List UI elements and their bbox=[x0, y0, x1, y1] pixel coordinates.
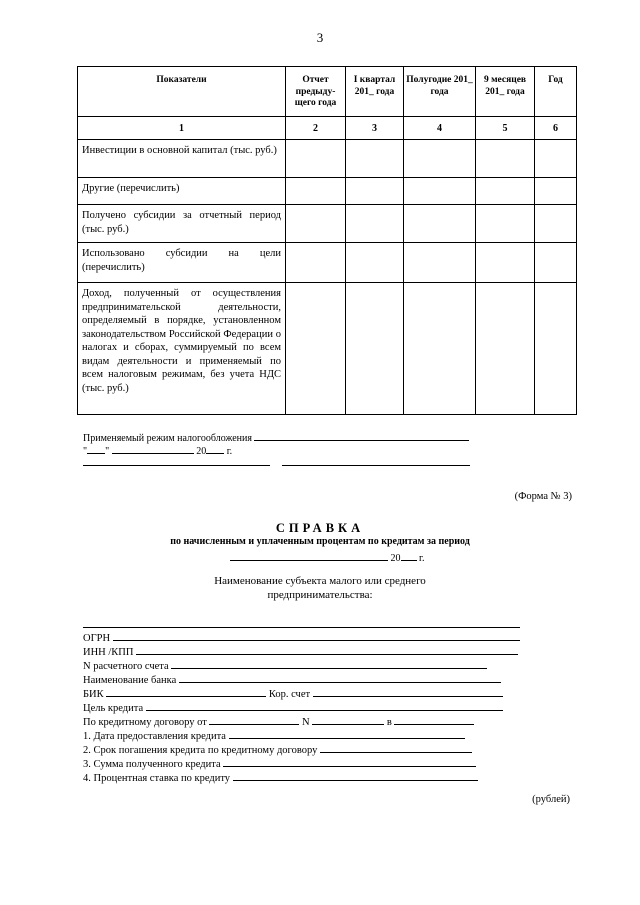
bank-field: Наименование банка bbox=[83, 672, 501, 687]
col-number: 6 bbox=[535, 117, 577, 140]
col-number: 5 bbox=[476, 117, 535, 140]
tax-regime-label: Применяемый режим налогообложения bbox=[83, 433, 252, 444]
row-label: Использовано субсидии на цели (перечислить) bbox=[78, 243, 286, 283]
header-q1: I квартал 201_ года bbox=[346, 67, 404, 117]
loan-amount-field: 3. Сумма полученного кредита bbox=[83, 756, 476, 771]
inn-field: ИНН /КПП bbox=[83, 644, 518, 659]
signature-line bbox=[83, 465, 270, 466]
table-row bbox=[78, 243, 577, 283]
row-label: Получено субсидии за отчетный период (тыс. руб.) bbox=[78, 205, 286, 243]
subtitle: по начисленным и уплаченным процентам по кредитам за период bbox=[170, 536, 470, 547]
table-row bbox=[78, 205, 577, 243]
date-month-blank bbox=[112, 443, 194, 454]
page-number: 3 bbox=[316, 30, 324, 45]
account-field: N расчетного счета bbox=[83, 658, 487, 673]
purpose-field: Цель кредита bbox=[83, 700, 503, 715]
date-line: " " 20 г. bbox=[83, 443, 232, 458]
col-number: 2 bbox=[286, 117, 346, 140]
row-label: Инвестиции в основной капитал (тыс. руб.) bbox=[78, 140, 286, 178]
contract-field: По кредитному договору от N в bbox=[83, 714, 474, 729]
header-indicators: Показатели bbox=[78, 67, 286, 117]
col-number: 3 bbox=[346, 117, 404, 140]
col-number: 1 bbox=[78, 117, 286, 140]
form-number: (Форма № 3) bbox=[514, 491, 572, 502]
interest-rate-field: 4. Процентная ставка по кредиту bbox=[83, 770, 478, 785]
period-line: 20 г. bbox=[230, 550, 424, 565]
header-prev-year: Отчет предыду-щего года bbox=[286, 67, 346, 117]
table-row bbox=[78, 283, 577, 415]
row-label: Другие (перечислить) bbox=[78, 178, 286, 205]
ogrn-field: ОГРН bbox=[83, 630, 520, 645]
table-number-row bbox=[78, 117, 577, 140]
header-half-year: Полугодие 201_ года bbox=[404, 67, 476, 117]
table-row bbox=[78, 140, 577, 178]
page-title: СПРАВКА bbox=[275, 521, 365, 535]
table-row bbox=[78, 178, 577, 205]
entity-name-line bbox=[83, 627, 520, 628]
header-9-months: 9 месяцев 201_ года bbox=[476, 67, 535, 117]
rubles-note: (рублей) bbox=[532, 794, 570, 805]
col-number: 4 bbox=[404, 117, 476, 140]
table-header-row bbox=[78, 67, 577, 117]
loan-term-field: 2. Срок погашения кредита по кредитному договору bbox=[83, 742, 472, 757]
header-year: Год bbox=[535, 67, 577, 117]
period-blank bbox=[230, 550, 388, 561]
loan-date-field: 1. Дата предоставления кредита bbox=[83, 728, 465, 743]
row-label: Доход, полученный от осуществления предпринимательской деятельности, определяемый в порядке, установленном законодательством Российской Федерации о налогах и сборах, суммируемый по всем видам деятельности и применяемый по всем налоговым режимам, без учета НДС (тыс. руб.) bbox=[78, 283, 286, 415]
indicators-table bbox=[77, 66, 577, 415]
entity-caption: Наименование субъекта малого или среднего предпринимательства: bbox=[214, 575, 426, 601]
bik-field: БИК Кор. счет bbox=[83, 686, 503, 701]
tax-regime-blank bbox=[254, 430, 469, 441]
signature-line bbox=[282, 465, 470, 466]
